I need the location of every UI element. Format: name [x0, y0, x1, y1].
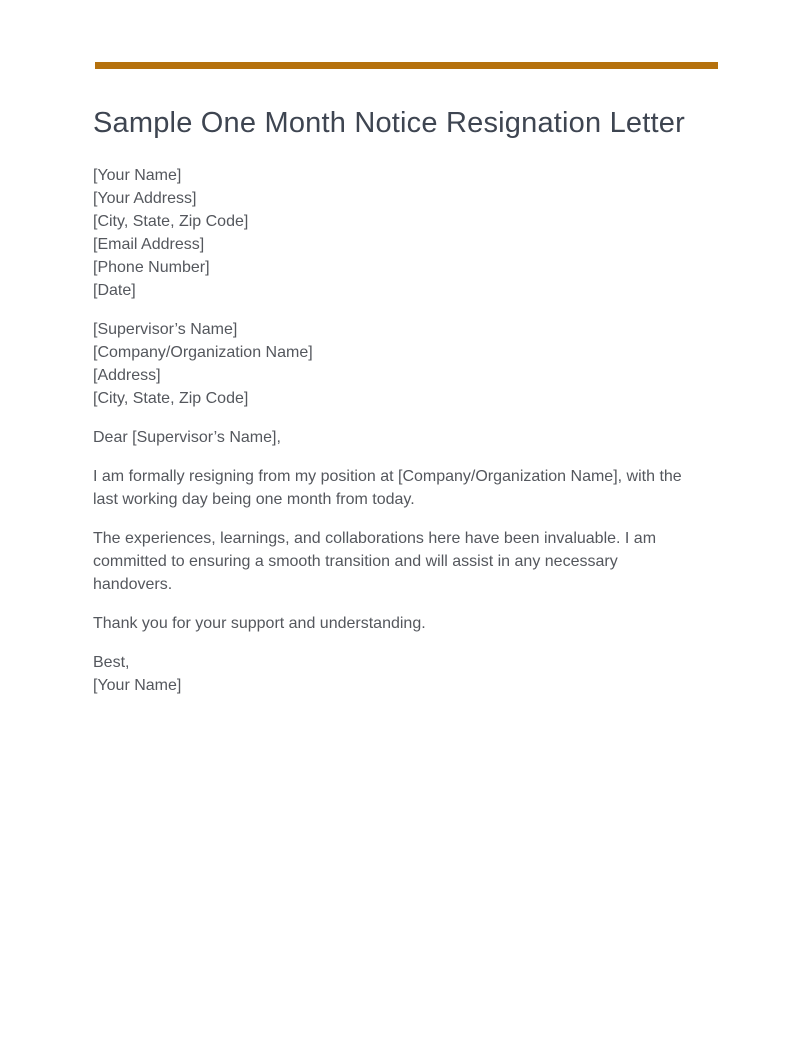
- valediction-line: Best,: [93, 654, 130, 671]
- page-title: Sample One Month Notice Resignation Letter: [93, 107, 685, 139]
- paragraph-gratitude-transition: The experiences, learnings, and collaborations here have been invaluable. I am committed to ensuring a smooth transition and will assist in any necessary handovers.: [93, 530, 657, 593]
- paragraph-resignation-notice: I am formally resigning from my position at [Company/Organization Name], with the last working day being one month from today.: [93, 468, 682, 508]
- recipient-company-line: [Company/Organization Name]: [93, 344, 313, 361]
- salutation: Dear [Supervisor’s Name],: [93, 429, 281, 446]
- signature-line: [Your Name]: [93, 677, 182, 694]
- sender-address-block: [93, 164, 693, 302]
- sender-address-line: [Your Address]: [93, 190, 197, 207]
- paragraph-thanks: Thank you for your support and understanding.: [93, 615, 426, 632]
- letter-date-line: [Date]: [93, 282, 136, 299]
- recipient-city-state-zip-line: [City, State, Zip Code]: [93, 390, 249, 407]
- recipient-name-line: [Supervisor’s Name]: [93, 321, 238, 338]
- letter-body: [93, 164, 693, 697]
- sender-email-line: [Email Address]: [93, 236, 205, 253]
- recipient-address-block: [93, 318, 693, 410]
- recipient-address-line: [Address]: [93, 367, 161, 384]
- sender-city-state-zip-line: [City, State, Zip Code]: [93, 213, 249, 230]
- sender-name-line: [Your Name]: [93, 167, 182, 184]
- sender-phone-line: [Phone Number]: [93, 259, 210, 276]
- closing-block: [93, 651, 693, 697]
- letter-content: [93, 0, 693, 697]
